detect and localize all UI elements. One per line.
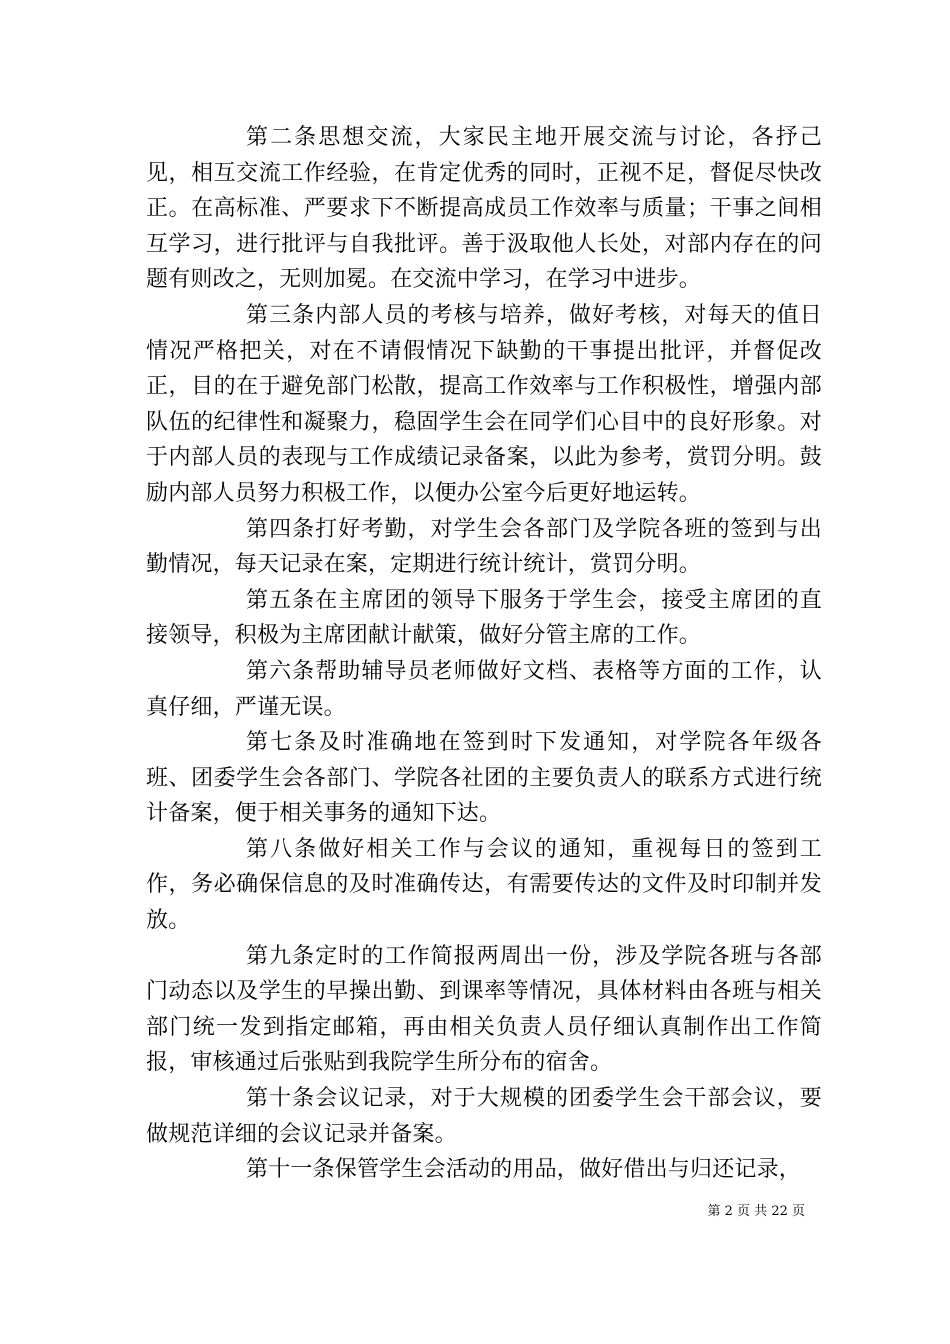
page-number-footer: 第 2 页 共 22 页 (707, 1204, 805, 1219)
article-5-paragraph: 第五条在主席团的领导下服务于学生会，接受主席团的直接领导，积极为主席团献计献策，做好分管主席的工作。 (146, 587, 822, 649)
article-11-paragraph: 第十一条保管学生会活动的用品，做好借出与归还记录， (246, 1157, 802, 1183)
document-body (146, 120, 822, 1188)
article-10-paragraph: 第十条会议记录，对于大规模的团委学生会干部会议，要做规范详细的会议记录并备案。 (146, 1086, 822, 1147)
article-7-paragraph: 第七条及时准确地在签到时下发通知，对学院各年级各班、团委学生会各部门、学院各社团的主要负责人的联系方式进行统计备案，便于相关事务的通知下达。 (146, 730, 822, 827)
article-3-paragraph: 第三条内部人员的考核与培养，做好考核，对每天的值日情况严格把关，对在不请假情况下缺勤的干事提出批评，并督促改正，目的在于避免部门松散，提高工作效率与工作积极性，增强内部队伍的纪律性和凝聚力，稳固学生会在同学们心目中的良好形象。对于内部人员的表现与工作成绩记录备案，以此为参考，赏罚分明。鼓励内部人员努力积极工作，以便办公室今后更好地运转。 (146, 302, 822, 506)
article-4-paragraph: 第四条打好考勤，对学生会各部门及学院各班的签到与出勤情况，每天记录在案，定期进行统计统计，赏罚分明。 (146, 516, 822, 578)
article-6-paragraph: 第六条帮助辅导员老师做好文档、表格等方面的工作，认真仔细，严谨无误。 (146, 658, 822, 720)
article-9-paragraph: 第九条定时的工作简报两周出一份，涉及学院各班与各部门动态以及学生的早操出勤、到课率等情况，具体材料由各班与相关部门统一发到指定邮箱，再由相关负责人员仔细认真制作出工作简报，审核通过后张贴到我院学生所分布的宿舍。 (146, 943, 822, 1076)
article-8-paragraph: 第八条做好相关工作与会议的通知，重视每日的签到工作，务必确保信息的及时准确传达，有需要传达的文件及时印制并发放。 (146, 836, 822, 934)
article-2-paragraph: 第二条思想交流，大家民主地开展交流与讨论，各抒己见，相互交流工作经验，在肯定优秀的同时，正视不足，督促尽快改正。在高标准、严要求下不断提高成员工作效率与质量；干事之间相互学习，进行批评与自我批评。善于汲取他人长处，对部内存在的问题有则改之，无则加冕。在交流中学习，在学习中进步。 (146, 125, 822, 293)
